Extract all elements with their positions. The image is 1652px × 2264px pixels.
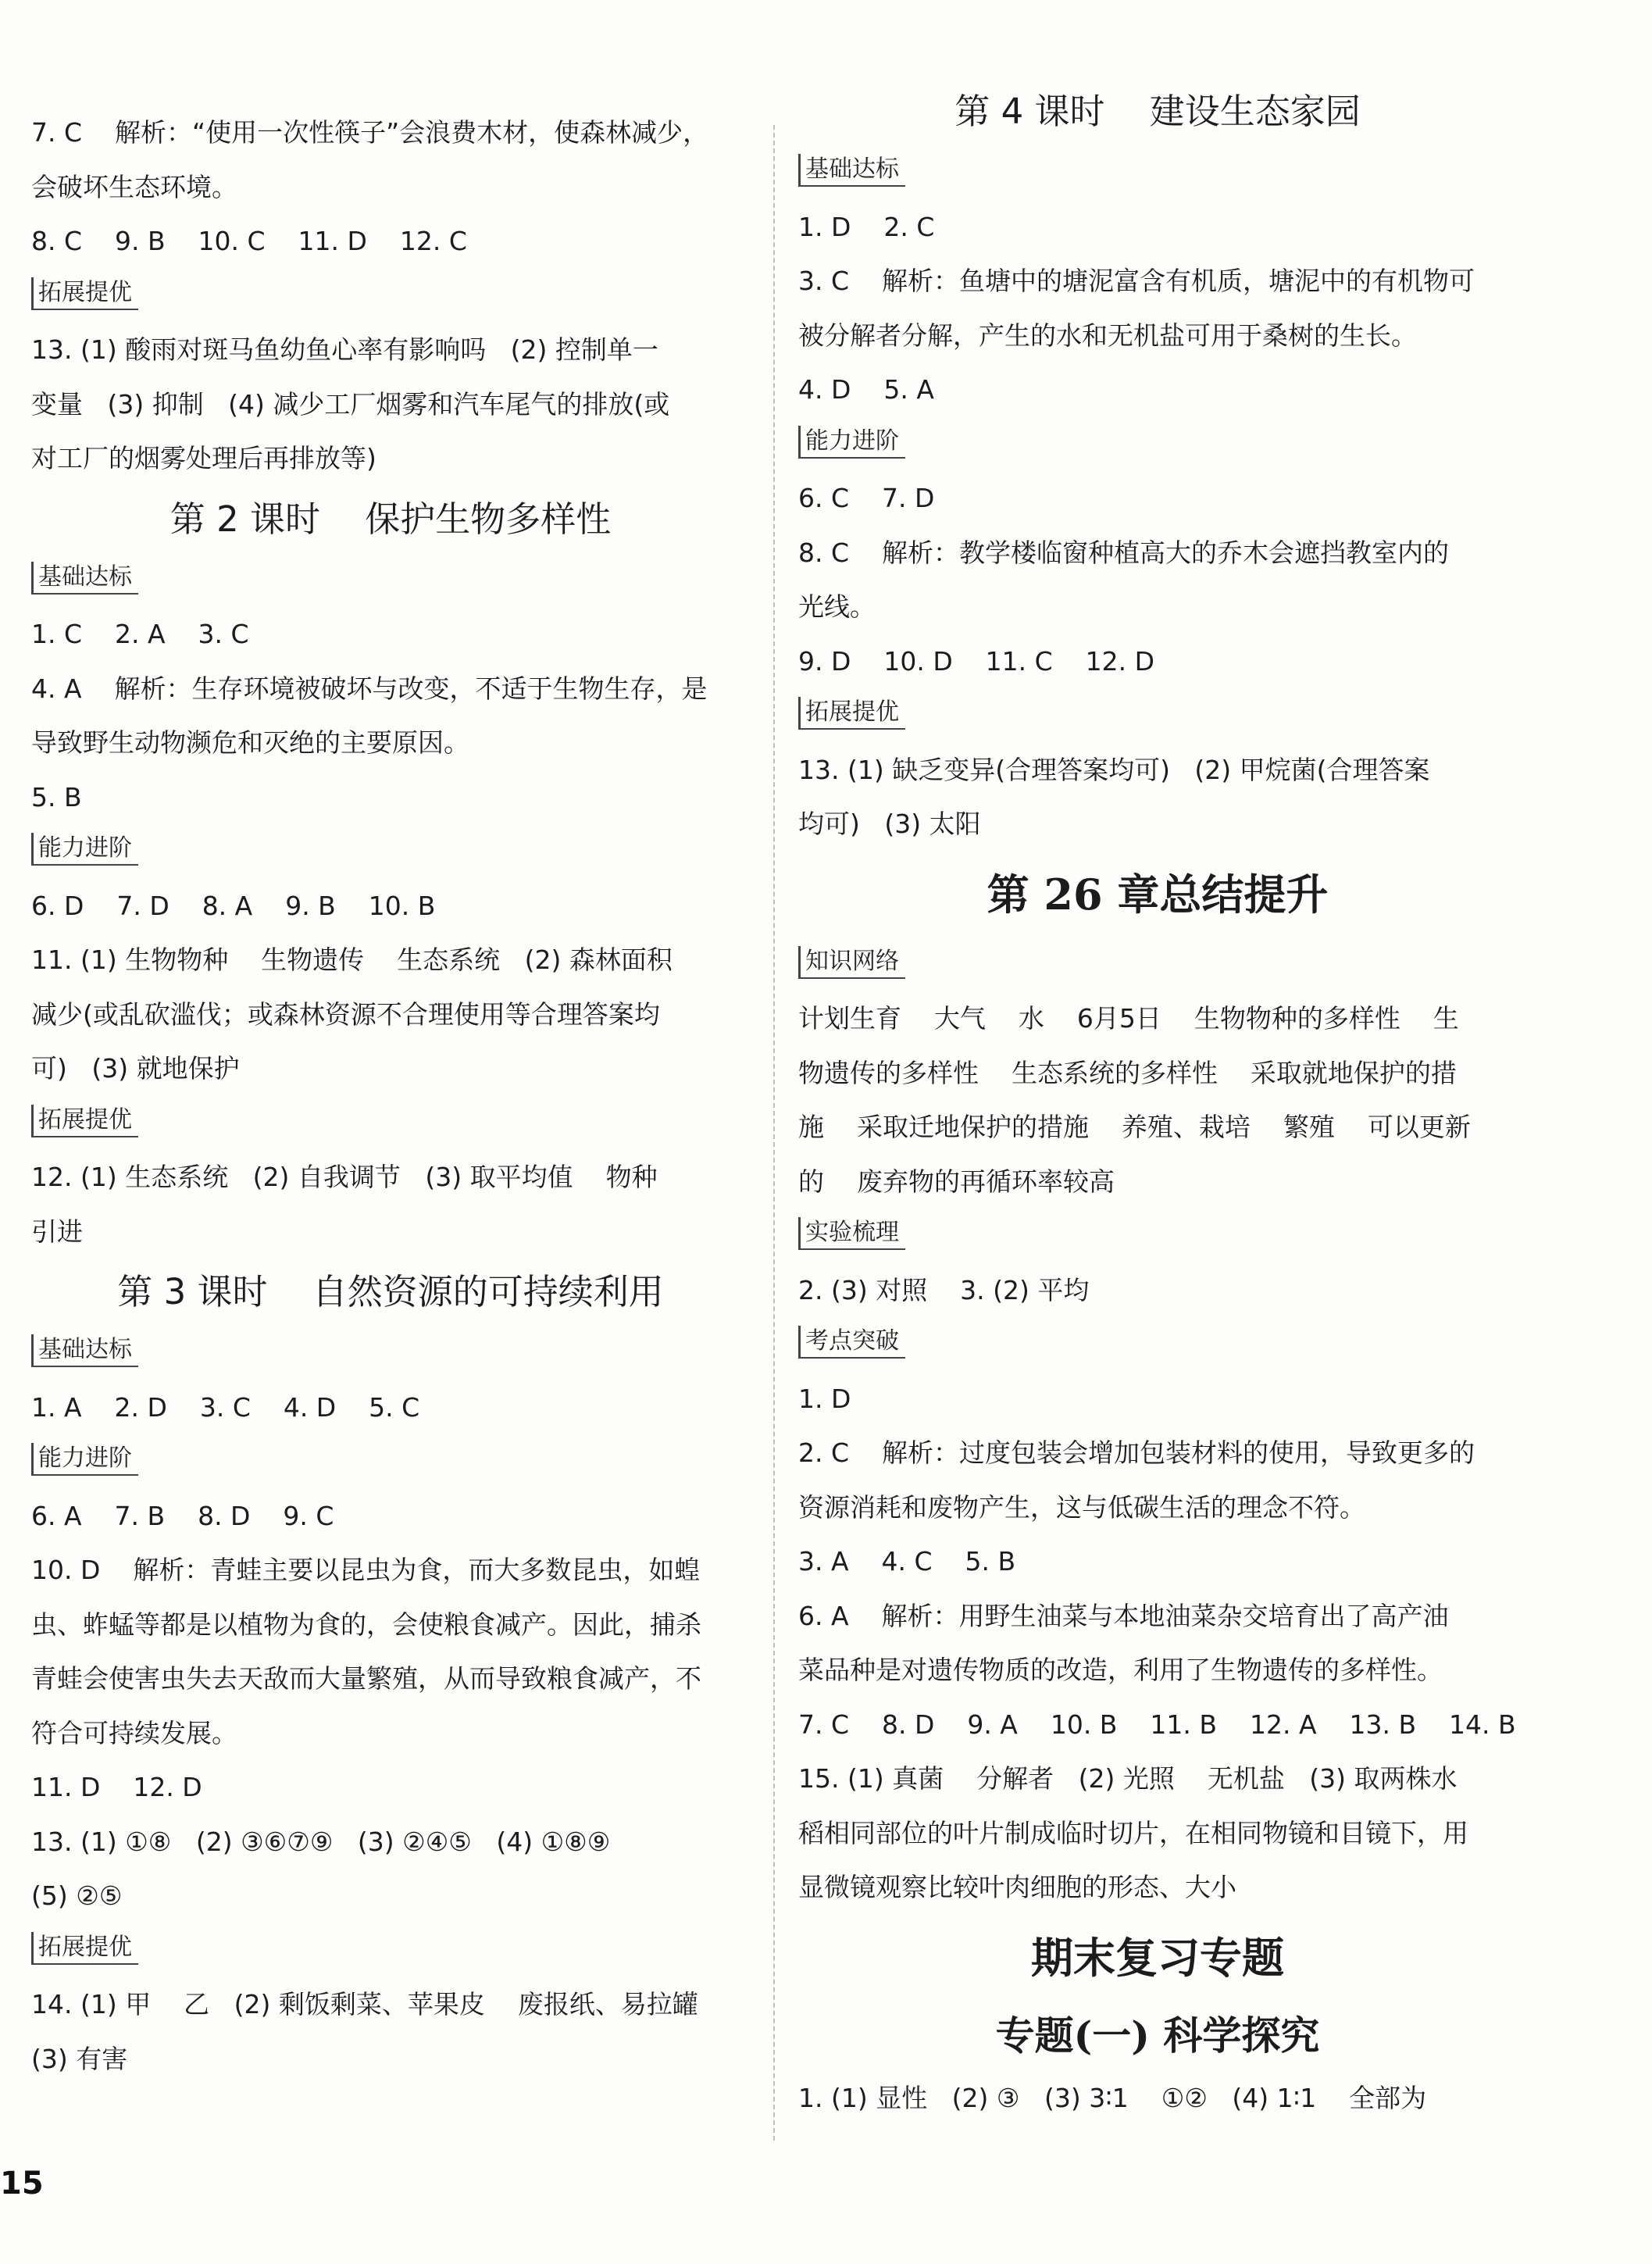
answer-line: 12. (1) 生态系统 (2) 自我调节 (3) 取平均值 物种	[31, 1162, 658, 1192]
answer-line: 符合可持续发展。	[31, 1717, 237, 1748]
answer-line: 1. A 2. D 3. C 4. D 5. C	[31, 1391, 420, 1423]
answer-line: 6. C 7. D	[798, 483, 935, 513]
answer-line: 稻相同部位的叶片制成临时切片，在相同物镜和目镜下，用	[798, 1817, 1468, 1848]
lesson-title: 第 3 课时 自然资源的可持续利用	[117, 1271, 664, 1312]
answer-line: 均可) (3) 太阳	[798, 809, 981, 839]
answer-line: 11. D 12. D	[31, 1772, 202, 1802]
section-tag: 拓展提优	[798, 697, 905, 730]
answer-line: 7. C 8. D 9. A 10. B 11. B 12. A 13. B 14. B	[798, 1709, 1516, 1740]
answer-line: 15. (1) 真菌 分解者 (2) 光照 无机盐 (3) 取两株水	[798, 1763, 1458, 1794]
answer-line: 可) (3) 就地保护	[31, 1053, 240, 1084]
answer-line: 1. D 2. C	[798, 211, 935, 242]
answer-line: 4. D 5. A	[798, 374, 934, 405]
answer-line: 4. A 解析：生存环境被破坏与改变，不适于生物生存，是	[31, 673, 708, 704]
section-tag: 能力进阶	[31, 1443, 138, 1476]
left-column	[31, 105, 750, 2086]
answer-line: 8. C 9. B 10. C 11. D 12. C	[31, 226, 467, 256]
section-tag: 基础达标	[31, 562, 138, 595]
section-tag: 基础达标	[31, 1334, 138, 1367]
answer-line: 6. A 解析：用野生油菜与本地油菜杂交培育出了高产油	[798, 1600, 1449, 1631]
answer-line: 5. B	[31, 781, 82, 812]
section-tag: 能力进阶	[798, 426, 905, 459]
section-tag: 拓展提优	[31, 1105, 138, 1137]
answer-line: 青蛙会使害虫失去天敌而大量繁殖，从而导致粮食减产，不	[31, 1663, 701, 1694]
answer-line: 13. (1) 酸雨对斑马鱼幼鱼心率有影响吗 (2) 控制单一	[31, 334, 658, 365]
answer-line: 减少(或乱砍滥伐；或森林资源不合理使用等合理答案均	[31, 998, 660, 1030]
answer-line: 被分解者分解，产生的水和无机盐可用于桑树的生长。	[798, 320, 1417, 351]
answer-line: 物遗传的多样性 生态系统的多样性 采取就地保护的措	[798, 1057, 1457, 1088]
answer-line: 6. D 7. D 8. A 9. B 10. B	[31, 890, 436, 921]
answer-line: 7. C 解析：“使用一次性筷子”会浪费木材，使森林减少，	[31, 117, 709, 148]
section-tag: 拓展提优	[31, 277, 138, 310]
section-tag: 基础达标	[798, 154, 905, 187]
answer-line: 14. (1) 甲 乙 (2) 剩饭剩菜、苹果皮 废报纸、易拉罐	[31, 1989, 698, 2019]
answer-line: 虫、蚱蜢等都是以植物为食的，会使粮食减产。因此，捕杀	[31, 1609, 701, 1640]
answer-line: 2. (3) 对照 3. (2) 平均	[798, 1274, 1090, 1305]
section-tag: 能力进阶	[31, 833, 138, 866]
lesson-title: 第 2 课时 保护生物多样性	[169, 498, 612, 540]
answer-line: 1. (1) 显性 (2) ③ (3) 3∶1 ①② (4) 1∶1 全部为	[798, 2082, 1427, 2113]
answer-line: 3. C 解析：鱼塘中的塘泥富含有机质，塘泥中的有机物可	[798, 266, 1475, 296]
answer-line: 导致野生动物濒危和灭绝的主要原因。	[31, 727, 469, 758]
final-review-title: 期末复习专题	[1031, 1932, 1284, 1983]
answer-line: 13. (1) ①⑧ (2) ③⑥⑦⑨ (3) ②④⑤ (4) ①⑧⑨	[31, 1826, 611, 1857]
topic-title: 专题(一) 科学探究	[995, 2012, 1320, 2059]
section-tag: 考点突破	[798, 1326, 905, 1359]
answer-line: 光线。	[798, 591, 876, 622]
answer-line: 1. C 2. A 3. C	[31, 619, 249, 649]
answer-line: 2. C 解析：过度包装会增加包装材料的使用，导致更多的	[798, 1437, 1475, 1468]
answer-line: 引进	[31, 1216, 83, 1247]
answer-line: 13. (1) 缺乏变异(合理答案均可) (2) 甲烷菌(合理答案	[798, 754, 1430, 785]
answer-line: 1. D	[798, 1383, 851, 1414]
answer-line: 10. D 解析：青蛙主要以昆虫为食，而大多数昆虫，如蝗	[31, 1555, 701, 1585]
answer-line: 会破坏生态环境。	[31, 171, 237, 202]
page-number: 15	[0, 2166, 44, 2202]
right-column	[798, 91, 1517, 2125]
answer-line: 施 采取迁地保护的措施 养殖、栽培 繁殖 可以更新	[798, 1112, 1471, 1142]
answer-line: 3. A 4. C 5. B	[798, 1546, 1016, 1577]
answer-line: 9. D 10. D 11. C 12. D	[798, 645, 1155, 677]
answer-line: 菜品种是对遗传物质的改造，利用了生物遗传的多样性。	[798, 1655, 1443, 1685]
answer-line: 变量 (3) 抑制 (4) 减少工厂烟雾和汽车尾气的排放(或	[31, 388, 670, 420]
section-tag: 知识网络	[798, 946, 905, 979]
section-tag: 拓展提优	[31, 1932, 138, 1965]
answer-line: 计划生育 大气 水 6月5日 生物物种的多样性 生	[798, 1003, 1459, 1034]
answer-line: 资源消耗和废物产生，这与低碳生活的理念不符。	[798, 1491, 1365, 1523]
section-tag: 实验梳理	[798, 1217, 905, 1250]
column-divider	[773, 125, 775, 2141]
answer-line: 的 废弃物的再循环率较高	[798, 1166, 1115, 1197]
chapter-title: 第 26 章总结提升	[987, 869, 1329, 920]
answer-line: 8. C 解析：教学楼临窗种植高大的乔木会遮挡教室内的	[798, 537, 1449, 568]
answer-line: (5) ②⑤	[31, 1880, 123, 1911]
answer-line: 显微镜观察比较叶肉细胞的形态、大小	[798, 1872, 1236, 1902]
answer-line: 11. (1) 生物物种 生物遗传 生态系统 (2) 森林面积	[31, 945, 673, 975]
answer-line: (3) 有害	[31, 2043, 128, 2074]
answer-line: 对工厂的烟雾处理后再排放等)	[31, 443, 376, 473]
answer-line: 6. A 7. B 8. D 9. C	[31, 1500, 334, 1531]
lesson-title: 第 4 课时 建设生态家园	[954, 91, 1361, 132]
